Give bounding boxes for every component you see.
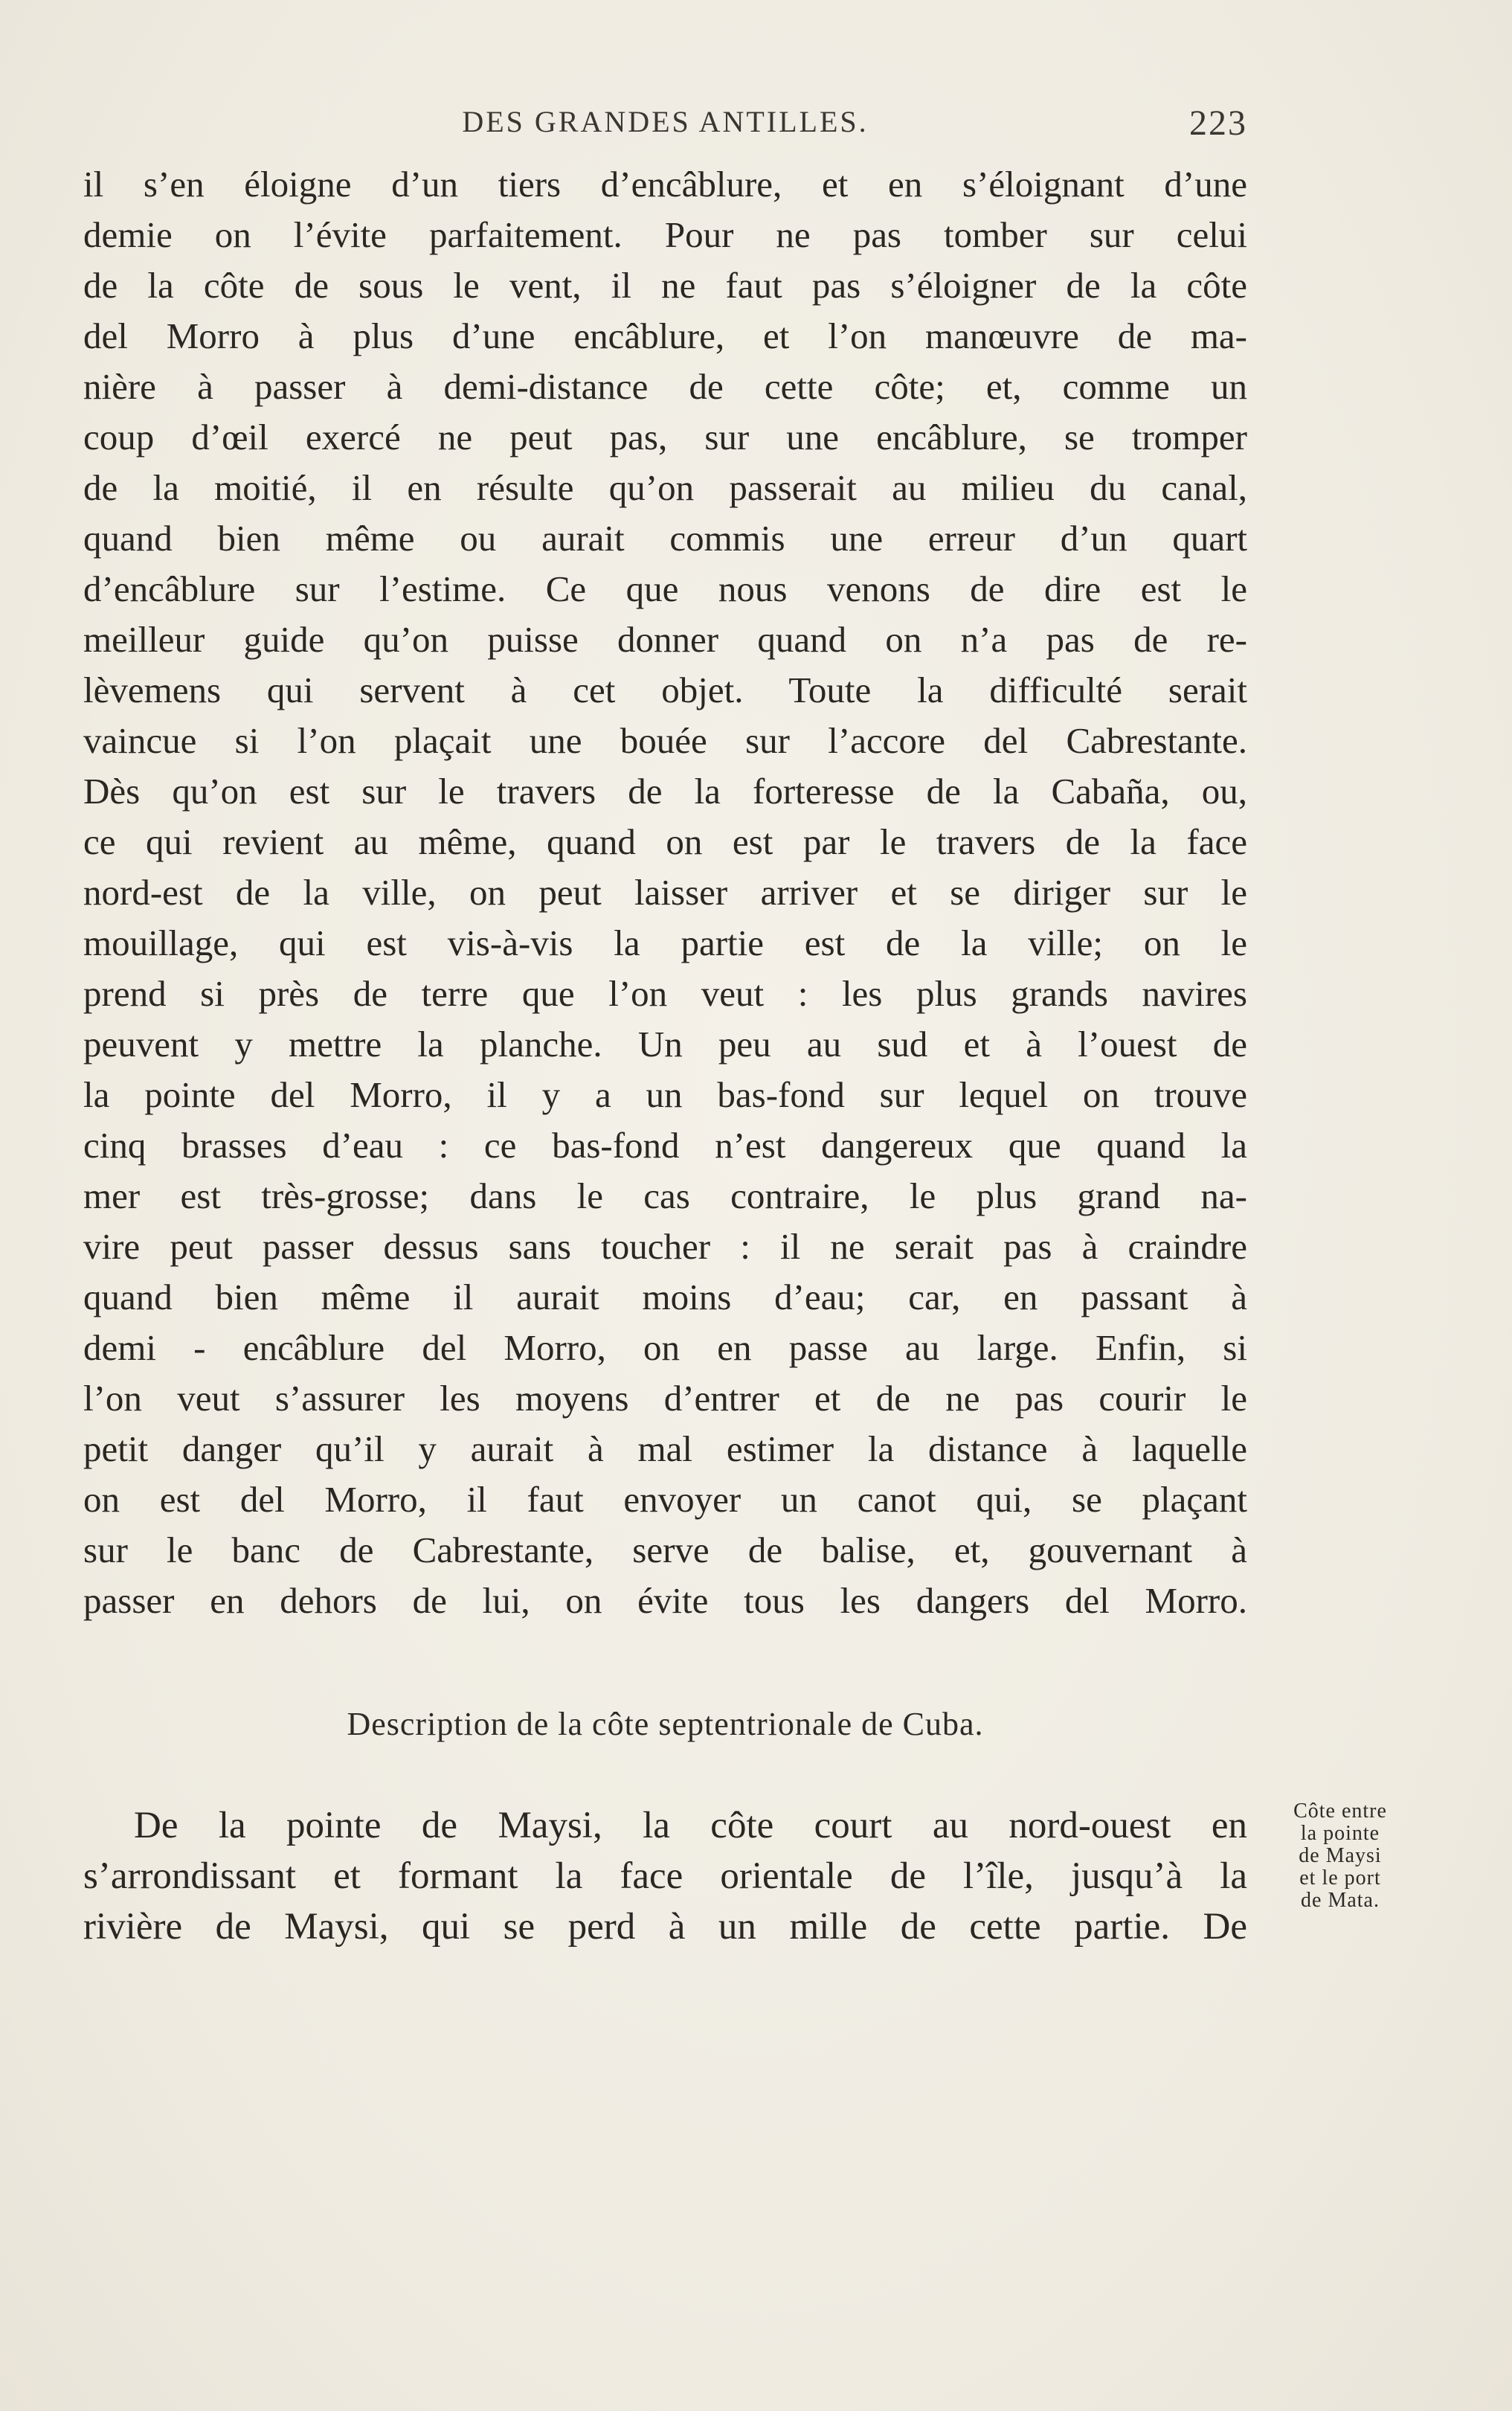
text-line: la pointe del Morro, il y a un bas-fond sur lequel on trouve <box>83 1074 1247 1115</box>
text-line: il s’en éloigne d’un tiers d’encâblure, et en s’éloignant d’une <box>83 164 1247 205</box>
text-line: quand bien même ou aurait commis une erreur d’un quart <box>83 518 1247 559</box>
margin-note <box>1273 1800 1407 1912</box>
text-line: mer est très-grosse; dans le cas contraire, le plus grand na- <box>83 1175 1247 1216</box>
text-line: prend si près de terre que l’on veut : les plus grands navires <box>83 973 1247 1014</box>
text-line: sur le banc de Cabrestante, serve de balise, et, gouvernant à <box>83 1529 1247 1570</box>
text-line: ce qui revient au même, quand on est par le travers de la face <box>83 821 1247 862</box>
text-line: quand bien même il aurait moins d’eau; car, en passant à <box>83 1277 1247 1317</box>
text-line: vire peut passer dessus sans toucher : il ne serait pas à craindre <box>83 1226 1247 1267</box>
text-line: demie on l’évite parfaitement. Pour ne pas tomber sur celui <box>83 214 1247 255</box>
margin-note-line: de Maysi <box>1299 1844 1382 1867</box>
text-line: meilleur guide qu’on puisse donner quand on n’a pas de re- <box>83 619 1247 660</box>
margin-note-line: Côte entre <box>1293 1800 1387 1823</box>
margin-note-line: et le port <box>1299 1866 1381 1890</box>
page-number: 223 <box>1189 103 1247 143</box>
text-line: s’arrondissant et formant la face orientale de l’île, jusqu’à la <box>83 1855 1247 1897</box>
paragraph-2 <box>83 1800 1247 1952</box>
text-line: mouillage, qui est vis-à-vis la partie est de la ville; on le <box>83 922 1247 963</box>
section-heading: Description de la côte septentrionale de Cuba. <box>347 1706 984 1742</box>
text-line: vaincue si l’on plaçait une bouée sur l’accore del Cabrestante. <box>83 720 1247 761</box>
text-line: nière à passer à demi-distance de cette côte; et, comme un <box>83 366 1247 407</box>
text-line: nord-est de la ville, on peut laisser arriver et se diriger sur le <box>83 872 1247 913</box>
text-line: cinq brasses d’eau : ce bas-fond n’est dangereux que quand la <box>83 1125 1247 1166</box>
text-line: de la moitié, il en résulte qu’on passerait au milieu du canal, <box>83 467 1247 508</box>
text-line: demi - encâblure del Morro, on en passe au large. Enfin, si <box>83 1327 1247 1368</box>
text-line: de la côte de sous le vent, il ne faut pas s’éloigner de la côte <box>83 265 1247 306</box>
text-line: del Morro à plus d’une encâblure, et l’on manœuvre de ma- <box>83 315 1247 356</box>
margin-note-line: la pointe <box>1300 1822 1380 1845</box>
running-head <box>83 104 1247 149</box>
text-line: rivière de Maysi, qui se perd à un mille de cette partie. De <box>83 1906 1247 1948</box>
text-line: passer en dehors de lui, on évite tous les dangers del Morro. <box>83 1580 1247 1621</box>
text-line: Dès qu’on est sur le travers de la forteresse de la Cabaña, ou, <box>83 771 1247 812</box>
text-line: l’on veut s’assurer les moyens d’entrer et de ne pas courir le <box>83 1378 1247 1419</box>
text-line: De la pointe de Maysi, la côte court au nord-ouest en <box>134 1805 1247 1846</box>
paragraph-1 <box>83 159 1247 1626</box>
text-line: coup d’œil exercé ne peut pas, sur une encâblure, se tromper <box>83 417 1247 458</box>
text-line: lèvemens qui servent à cet objet. Toute la difficulté serait <box>83 670 1247 710</box>
text-line: d’encâblure sur l’estime. Ce que nous venons de dire est le <box>83 568 1247 609</box>
text-line: peuvent y mettre la planche. Un peu au sud et à l’ouest de <box>83 1024 1247 1065</box>
margin-note-line: de Mata. <box>1301 1889 1380 1912</box>
text-line: on est del Morro, il faut envoyer un canot qui, se plaçant <box>83 1479 1247 1520</box>
text-line: petit danger qu’il y aurait à mal estimer la distance à laquelle <box>83 1428 1247 1469</box>
running-title: DES GRANDES ANTILLES. <box>462 105 869 138</box>
